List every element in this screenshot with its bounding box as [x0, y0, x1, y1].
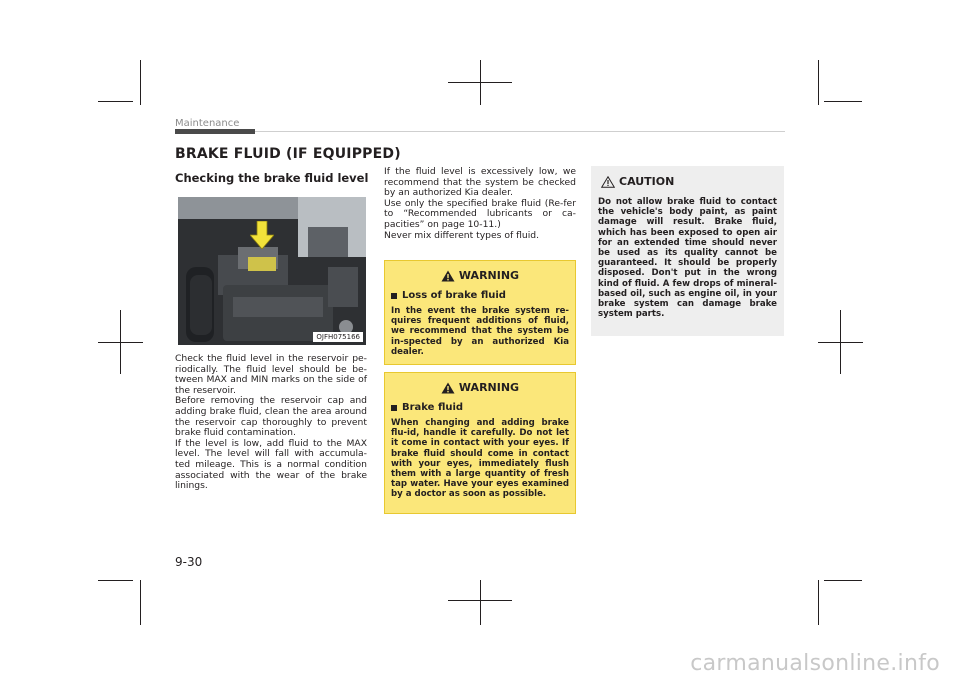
warning-header [391, 381, 569, 394]
warning-box-brake-fluid-loss [384, 260, 576, 365]
warning-label: WARNING [458, 269, 520, 282]
column-2-text [384, 167, 576, 241]
warning-header [391, 269, 569, 282]
caution-box [591, 166, 784, 336]
warning-heading-text: Loss of brake fluid [402, 290, 506, 301]
header-rule [255, 131, 785, 132]
caution-triangle-icon [601, 176, 615, 188]
paragraph: Never mix different types of fluid. [384, 229, 540, 241]
paragraph: Before removing the reservoir cap and adding brake fluid, clean the area around the reservoir cap thoroughly to prevent brake fluid contamination. [175, 395, 367, 439]
paragraph: Use only the specified brake fluid (Re-fer to “Recommended lubricants or ca-pacities” on page 10-11.) [384, 197, 576, 230]
warning-box-brake-fluid [384, 372, 576, 514]
page-number: 9-30 [175, 555, 203, 569]
page-title: BRAKE FLUID (IF EQUIPPED) [175, 146, 401, 162]
column-1-text [175, 354, 367, 492]
warning-heading-text: Brake fluid [402, 402, 464, 413]
engine-bay-photo [178, 197, 366, 345]
bullet-square-icon [391, 405, 397, 411]
paragraph: If the level is low, add fluid to the MAX level. The level will fall with accumula-ted mileage. This is a normal condition associated with the wear of the brake linings. [175, 437, 367, 492]
warning-text: When changing and adding brake flu-id, handle it carefully. Do not let it come in contact with your eyes. If brake fluid should come in contact with your eyes, immediately flush them with a large quantity of fresh tap water. Have your eyes examined by a doctor as soon as possible. [391, 418, 569, 500]
caution-text: Do not allow brake fluid to contact the vehicle's body paint, as paint damage will result. Brake fluid, which has been exposed to open air for an extended time should never be used as its quality cannot be guaranteed. It should be properly disposed. Don't put in the wrong kind of fluid. A few drops of mineral-based oil, such as engine oil, in your brake system can damage brake system parts. [598, 197, 777, 320]
image-id-label: OJFH075166 [313, 332, 363, 342]
warning-triangle-icon [441, 382, 455, 394]
warning-subheading [391, 402, 569, 413]
watermark: carmanualsonline.info [690, 651, 940, 676]
paragraph: Check the fluid level in the reservoir pe-riodically. The fluid level should be be-tween MAX and MIN marks on the side of the reservoir. [175, 353, 367, 396]
section-subtitle: Checking the brake fluid level [175, 171, 369, 185]
caution-header [598, 175, 777, 188]
warning-triangle-icon [441, 270, 455, 282]
section-name: Maintenance [175, 118, 240, 129]
caution-label: CAUTION [619, 175, 675, 188]
warning-text: In the event the brake system re-quires frequent additions of fluid, we recommend that the system be in-spected by an authorized Kia dealer. [391, 306, 569, 357]
header-bar [175, 129, 255, 134]
warning-subheading [391, 290, 569, 301]
bullet-square-icon [391, 293, 397, 299]
paragraph: If the fluid level is excessively low, we recommend that the system be checked by an authorized Kia dealer. [384, 166, 576, 199]
warning-label: WARNING [458, 381, 520, 394]
arrow-down-icon [250, 221, 274, 249]
